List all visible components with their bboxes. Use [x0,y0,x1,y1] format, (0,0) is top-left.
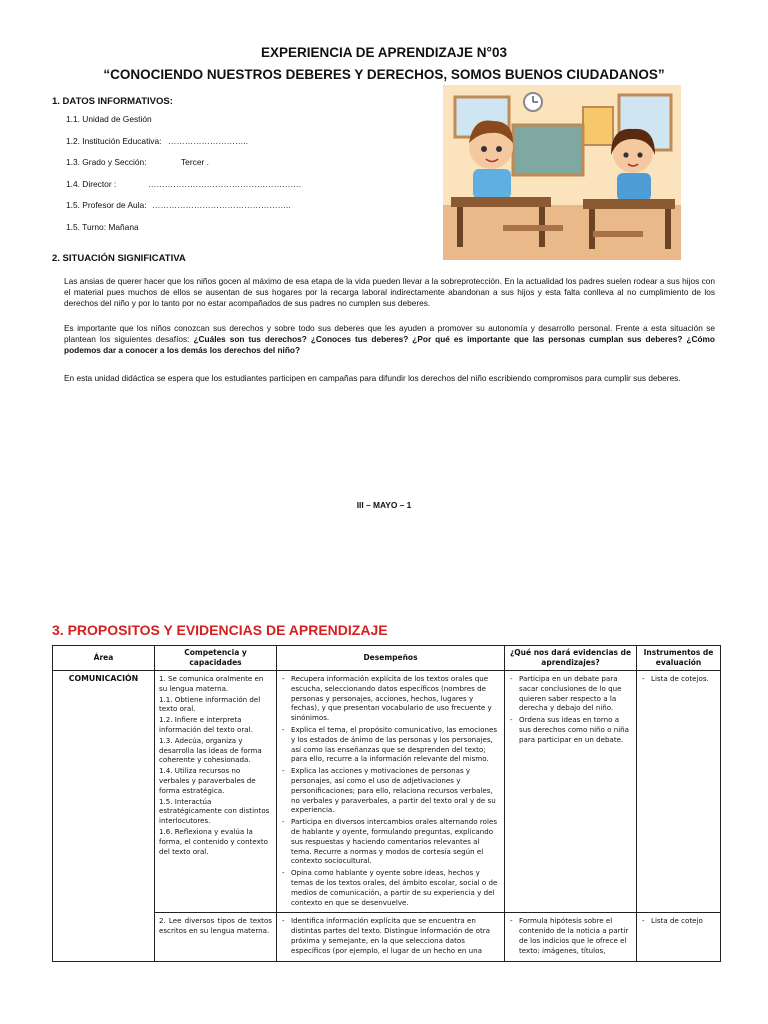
competencia-item: 1.3. Adecúa, organiza y desarrolla las ideas de forma coherente y cohesionada. [159,735,262,765]
situacion-paragraph-2-intro: Es importante que los niños conozcan sus derechos y sobre todo sus deberes que les ayuden a promover su autonomía y desarrollo personal. Frente a esta situación se plantean los siguientes desafíos: [64,323,715,345]
classroom-kids-icon [443,85,681,260]
table-header-row [53,646,721,671]
competencia-item: 1. Se comunica oralmente en su lengua materna. [159,674,264,693]
competencia-item: 1.2. Infiere e interpreta información del texto oral. [159,715,253,734]
competencias-cell [155,671,277,913]
area-cell [53,671,155,962]
table-row [53,671,721,913]
desempenos-cell [277,671,505,913]
situacion-heading: 2. SITUACIÓN SIGNIFICATIVA [52,253,186,264]
datos-item-value: ………………………………………….. [152,200,291,210]
instrumento-item: - Lista de cotejos. [651,674,716,684]
datos-item-value: ………………………………………………. [148,179,302,189]
datos-item-label: 1.1. Unidad de Gestión [66,114,152,124]
header-competencia: Competencia y capacidades [155,646,277,671]
desempenos-cell [277,913,505,961]
evidencia-item: - Formula hipótesis sobre el contenido de la noticia a partir de los indicios que le ofrece el texto: imágenes, títulos, [519,916,632,955]
instrumentos-cell [637,671,721,913]
datos-item-label: 1.5. Turno: Mañana [66,222,139,232]
situacion-paragraph-1: Las ansias de querer hacer que los niños gocen al máximo de esa etapa de la vida pueden llevar a la sobreprotección. En la actualidad los padres suelen rodear a sus hijos con el material pues muchos de ellos se ausentan de sus hogares por la recarga laboral indirectamente abandonan a sus hijos y esta falta conlleva al no cumplimiento de los derechos del niño y por lo tanto por no estar acompañados de sus padres no cumplen sus deberes. [64,276,715,309]
propositos-heading: 3. PROPOSITOS Y EVIDENCIAS DE APRENDIZAJE [52,622,388,638]
competencia-item: 2. Lee diversos tipos de textos escritos en su lengua materna. [159,916,272,936]
classroom-illustration [443,85,681,260]
situacion-paragraph-3: En esta unidad didáctica se espera que los estudiantes participen en campañas para difundir los derechos del niño escribiendo compromisos para cumplir sus deberes. [64,373,681,383]
competencia-item: 1.6. Reflexiona y evalúa la forma, el contenido y contexto del texto oral. [159,826,268,856]
header-area: Área [53,646,155,671]
competencia-item: 1.5. Interactúa estratégicamente con distintos interlocutores. [159,796,270,826]
competencia-item: 1.1. Obtiene información del texto oral. [159,694,261,714]
desempeno-item: - Explica el tema, el propósito comunicativo, las emociones y los estados de ánimo de las personas y los personajes, así como las enseñanzas que se desprenden del texto; para ello, recurre a la información relevante del mismo. [291,725,500,764]
header-instrumentos: Instrumentos de evaluación [637,646,721,671]
desempeno-item: - Participa en diversos intercambios orales alternando roles de hablante y oyente, formulando preguntas, explicando sus respuestas y haciendo comentarios relevantes al tema. Recurre a normas y modos de cortesía según el contexto sociocultural. [291,817,500,866]
propositos-table [52,645,721,962]
competencia-item: 1.4. Utiliza recursos no verbales y paraverbales de forma estratégica. [159,766,256,795]
situacion-paragraph-2 [64,323,715,357]
header-evidencias: ¿Qué nos dará evidencias de aprendizajes? [505,646,637,671]
desempeno-item: - Opina como hablante y oyente sobre ideas, hechos y temas de los textos orales, del ámbito escolar, social o de medios de comunicación, a partir de su experiencia y del contexto en que se desenvuelve. [291,868,500,907]
header-desempenos: Desempeños [277,646,505,671]
document-subtitle: “CONOCIENDO NUESTROS DEBERES Y DERECHOS, SOMOS BUENOS CIUDADANOS” [103,67,665,82]
datos-item-value: ……………………….. [168,136,249,146]
datos-heading: 1. DATOS INFORMATIVOS: [52,96,173,107]
area-label: COMUNICACIÓN [68,674,139,683]
competencias-cell [155,913,277,961]
evidencias-cell [505,671,637,913]
document-title: EXPERIENCIA DE APRENDIZAJE N°03 [261,45,507,60]
datos-item-label: 1.5. Profesor de Aula: [66,200,147,210]
evidencias-cell [505,913,637,961]
desempeno-item: - Identifica información explícita que se encuentra en distintas partes del texto. Distingue información de otra próxima y semejante, en la que selecciona datos específicos (por ejemplo, el lugar de un hecho en una [291,916,500,955]
evidencia-item: - Participa en un debate para sacar conclusiones de lo que quieren saber respecto a la derecha y debajo del niño. [519,674,632,713]
evidencia-item: - Ordena sus ideas en torno a sus derechos como niño o niña para participar en un debate. [519,715,632,744]
desempeno-item: - Explica las acciones y motivaciones de personas y personajes, así como el uso de adjetivaciones y personificaciones; para ello, relaciona recursos verbales, no verbales y paraverbales, a partir del texto oral y de su experiencia. [291,766,500,815]
date-line: III – MAYO – 1 [356,500,412,510]
datos-item-label: 1.2. Institución Educativa: [66,136,162,146]
instrumentos-cell [637,913,721,961]
datos-item-label: 1.4. Director : [66,179,117,189]
desempeno-item: - Recupera información explícita de los textos orales que escucha, seleccionando datos específicos (nombres de personas y personajes, acciones, hechos, lugares y fechas), y que presentan vocabulario de uso frecuente y sinónimos. [291,674,500,723]
datos-item-value: Tercer . [181,157,209,167]
desafios-questions: ¿Cuáles son tus derechos? ¿Conoces tus deberes? ¿Por qué es importante que las personas cumplan sus deberes? ¿Cómo podemos dar a conocer a los demás los derechos del niño? [64,334,715,356]
instrumento-item: - Lista de cotejo [651,916,716,926]
datos-item-label: 1.3. Grado y Sección: [66,157,147,167]
